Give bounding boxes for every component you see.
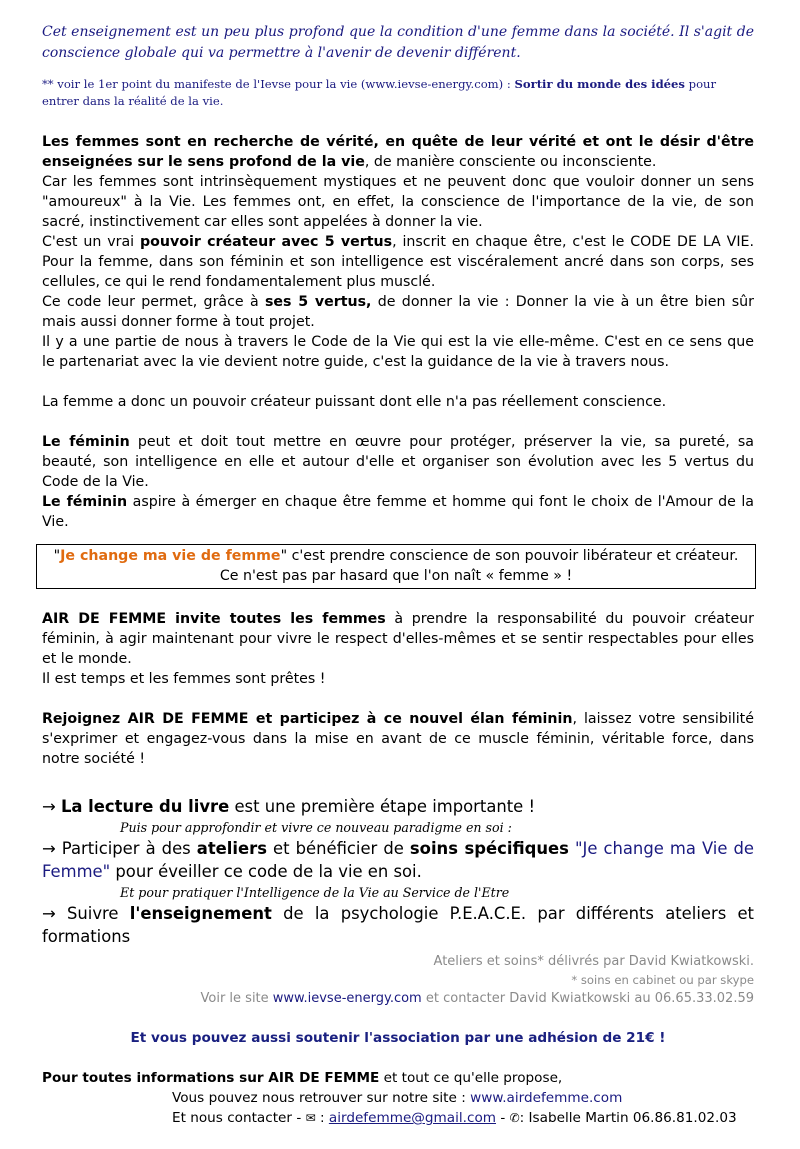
bold-phrase: Rejoignez AIR DE FEMME et participez à ce nouvel élan féminin	[42, 711, 573, 727]
manifest-suffix: pour entrer dans la réalité de la vie.	[42, 77, 717, 108]
arrow-icon: →	[42, 904, 56, 923]
text-run: , de manière consciente ou inconsciente.	[364, 154, 657, 170]
text-run: Et nous contacter -	[172, 1110, 306, 1126]
manifest-text: le 1er point du manifeste de l'Ievse pour la vie (www.ievse-energy.com) :	[83, 77, 515, 91]
orange-title: Je change ma vie de femme	[60, 548, 281, 564]
text-run: et bénéficier de	[266, 839, 410, 858]
text-run: -	[496, 1110, 510, 1126]
ateliers-credit: Ateliers et soins* délivrés par David Kwiatkowski.	[433, 954, 754, 969]
box-line-2: Ce n'est pas par hasard que l'on naît « femme » !	[219, 568, 573, 584]
step-enseignement	[42, 902, 754, 948]
paragraph-pouvoir-createur	[42, 232, 754, 292]
paragraph-pretes: Il est temps et les femmes sont prêtes !	[42, 671, 326, 687]
highlight-box	[36, 544, 756, 589]
bold-phrase: Les femmes sont en recherche de vérité, en quête de leur vérité et ont le désir d'être enseignées sur le sens profond de la vie	[42, 134, 754, 170]
text-run: peut et doit tout mettre en œuvre pour protéger, préserver la vie, sa pureté, sa beauté, son intelligence en elle et autour d'elle et organiser son évolution avec les 5 vertus du Code de la Vie.	[42, 434, 754, 490]
bold-phrase: soins spécifiques	[409, 839, 569, 858]
bold-phrase: pouvoir créateur avec 5 vertus	[139, 234, 393, 250]
text-run: Voir le site	[200, 991, 273, 1006]
email-link[interactable]: airdefemme@gmail.com	[328, 1110, 497, 1126]
paragraph-invite	[42, 609, 754, 669]
navy-phrase: "Je change ma Vie de Femme"	[42, 839, 754, 881]
text-run: Suivre	[55, 904, 130, 923]
paragraph-feminin-1	[42, 432, 754, 492]
text-run: , inscrit en chaque être, c'est le CODE DE LA VIE. Pour la femme, dans son féminin et son intelligence est viscéralement ancré dans son corps, ses cellules, ce qui le rend fondamentalement plus musclé.	[42, 234, 754, 290]
support-line: Et vous pouvez aussi soutenir l'association par une adhésion de 21€ !	[130, 1030, 666, 1046]
bold-phrase: ateliers	[196, 839, 267, 858]
text-run: et contacter David Kwiatkowski au 06.65.33.02.59	[421, 991, 754, 1006]
arrow-icon: →	[42, 797, 56, 816]
airdefemme-link[interactable]: www.airdefemme.com	[470, 1090, 623, 1106]
email-icon: ✉	[305, 1111, 316, 1125]
paragraph-mystiques: Car les femmes sont intrinsèquement mystiques et ne peuvent donc que vouloir donner un sens "amoureux" à la Vie. Les femmes ont, en effet, la conscience de l'importance de la vie, de son sacré, instinctivement car elles sont appelées à donner la vie.	[42, 174, 754, 230]
text-run: :	[315, 1110, 329, 1126]
text-run: est une première étape importante !	[229, 797, 536, 816]
text-run: aspire à émerger en chaque être femme et homme qui font le choix de l'Amour de la Vie.	[42, 494, 754, 530]
text-run: Vous pouvez nous retrouver sur notre site :	[172, 1090, 471, 1106]
text-run: à prendre la responsabilité du pouvoir créateur féminin, à agir maintenant pour vivre le respect d'elles-mêmes et se sentir respectables pour elles et le monde.	[42, 611, 754, 667]
step-ateliers	[42, 837, 754, 883]
contact-site-line	[42, 1088, 754, 1108]
ievse-contact	[42, 989, 754, 1008]
paragraph-feminin-2	[42, 492, 754, 532]
step-lecture	[42, 795, 754, 818]
bold-phrase: l'enseignement	[129, 904, 272, 923]
text-run: : Isabelle Martin 06.86.81.02.03	[519, 1110, 737, 1126]
paragraph-rejoignez	[42, 709, 754, 769]
contact-email-line	[42, 1108, 754, 1128]
arrow-icon: →	[42, 839, 56, 858]
paragraph-partenariat: Il y a une partie de nous à travers le Code de la Vie qui est la vie elle-même. C'est en ce sens que le partenariat avec la vie devient notre guide, c'est la guidance de la vie à travers nous.	[42, 334, 754, 370]
quote-mark: "	[53, 548, 61, 564]
paragraph-search-truth	[42, 132, 754, 172]
text-run: et tout ce qu'elle propose,	[379, 1070, 563, 1086]
contact-heading	[42, 1068, 754, 1088]
step-sub-2: Et pour pratiquer l'Intelligence de la Vie au Service de l'Etre	[120, 885, 510, 900]
bold-phrase: La lecture du livre	[60, 797, 230, 816]
ievse-link[interactable]: www.ievse-energy.com	[272, 991, 422, 1006]
soins-note: * soins en cabinet ou par skype	[571, 973, 754, 987]
bold-phrase: Le féminin	[42, 494, 128, 510]
bold-phrase: Le féminin	[42, 434, 130, 450]
text-run: " c'est prendre conscience de son pouvoir libérateur et créateur.	[280, 548, 739, 564]
manifest-note	[42, 76, 754, 110]
text-run: pour éveiller ce code de la vie en soi.	[110, 862, 422, 881]
text-run: Ce code leur permet, grâce à	[42, 294, 265, 310]
bold-phrase: Pour toutes informations sur AIR DE FEMME	[42, 1070, 380, 1086]
text-run: Participer à des	[55, 839, 197, 858]
step-sub-1: Puis pour approfondir et vivre ce nouveau paradigme en soi :	[120, 820, 512, 835]
manifest-prefix: ** voir	[42, 77, 84, 91]
paragraph-femme-pouvoir: La femme a donc un pouvoir créateur puissant dont elle n'a pas réellement conscience.	[42, 394, 667, 410]
bold-phrase: AIR DE FEMME invite toutes les femmes	[42, 611, 386, 627]
phone-icon: ✆	[509, 1111, 520, 1125]
paragraph-code	[42, 292, 754, 332]
bold-phrase: ses 5 vertus,	[264, 294, 372, 310]
intro-paragraph: Cet enseignement est un peu plus profond que la condition d'une femme dans la société. Il s'agit de conscience globale qui va permettre à l'avenir de devenir différent.	[42, 24, 754, 61]
box-line-1	[37, 546, 755, 566]
manifest-bold: Sortir du monde des idées	[514, 77, 685, 91]
document-page	[42, 22, 754, 1128]
text-run: , laissez votre sensibilité s'exprimer et engagez-vous dans la mise en avant de ce muscle féminin, véritable force, dans notre société !	[42, 711, 754, 767]
text-run: de la psychologie P.E.A.C.E. par différents ateliers et formations	[42, 904, 754, 946]
text-run: C'est un vrai	[42, 234, 140, 250]
text-run: de donner la vie : Donner la vie à un être bien sûr mais aussi donner forme à tout projet.	[42, 294, 754, 330]
